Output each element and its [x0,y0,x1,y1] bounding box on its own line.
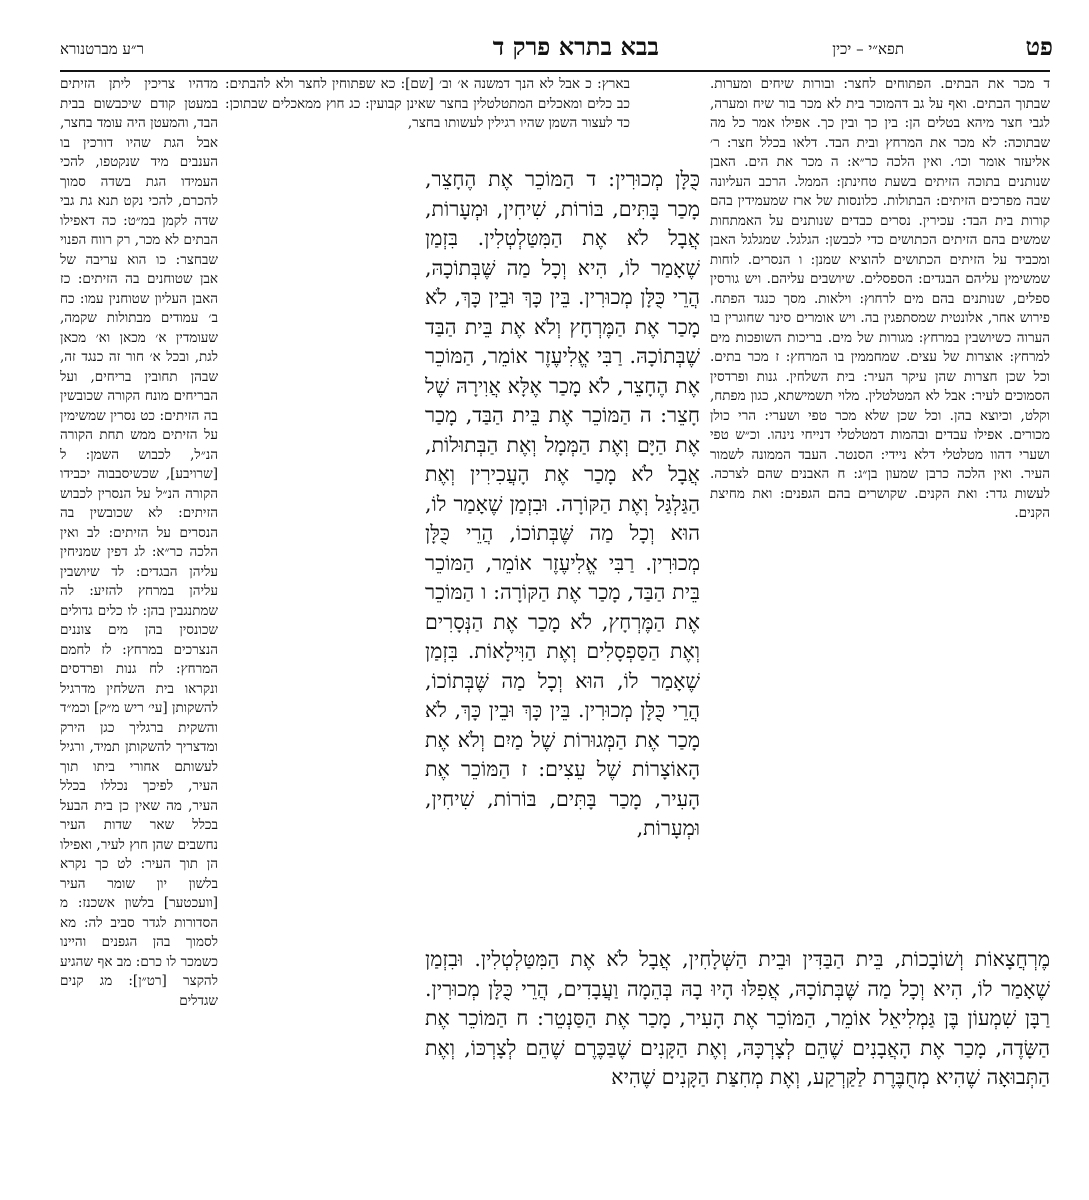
header-rule [60,70,1050,72]
header-commentator: ר״ע מברטנורא [60,40,144,58]
commentary-left-top-text: בארץ: כ אבל לא הנך דמשנה א׳ וב׳ [שם]: כא שפתוחין לחצר ולא להבתים: כב כלים ומאכלים המתטלטלין בחצר שאינן קבועין: כג חוץ ממאכלים שבתוכן: כד לעצור השמן שהיו רגילין לעשותו בחצר, [225,76,630,131]
mishnah-bottom-paragraph: מֶרְחֲצָאוֹת וְשׁוֹבָכוֹת, בֵּית הַבַּדִּין וּבֵית הַשְּׁלָחִין, אֲבָל לֹא אֶת הַמִּטַּלְטְלִין. וּבִזְמַן שֶׁאָמַר לוֹ, הִיא וְכָל מַה שֶּׁבְּתוֹכָהּ, אֲפִלּוּ הָיוּ בָהּ בְּהֵמָה וַעֲבָדִים, הֲרֵי כֻּלָּן מְכוּרִין. רַבָּן שִׁמְעוֹן בֶּן גַּמְלִיאֵל אוֹמֵר, הַמּוֹכֵר אֶת הָעִיר, מָכַר אֶת הַסַּנְטֵר: ח הַמּוֹכֵר אֶת הַשָּׂדֶה, מָכַר אֶת הָאֲבָנִים שֶׁהֵם לְצָרְכָּהּ, וְאֶת הַקָּנִים שֶׁבַּכֶּרֶם שֶׁהֵם לְצָרְכּוֹ, וְאֶת הַתְּבוּאָה שֶׁהִיא מְחֻבֶּרֶת לַקַּרְקַע, וְאֶת מְחִצַּת הַקָּנִים שֶׁהִיא [425,947,1050,1089]
commentary-left-column-text: מדהיו צריכין ליתן הזיתים במעטן קודם שיכבשום בבית הבד, והמעטן היה עומד בחצר, אבל הגת שהיו דורכין בו הענבים מיד שנקטפו, להכי העמידו הגת בשדה סמוך להכרם, להכי נקט תנא גת גבי שדה לקמן במ״ט: כה דאפילו הבתים לא מכר, רק רווח הפנוי שבחצר: כו הוא עריבה של אבן שטוחנים בה הזיתים: כז האבן העליון שטוחנין עמו: כח ב׳ עמודים מבתולות שקמה, שעומדין א׳ מכאן וא׳ מכאן לגת, ובכל א׳ חור זה כנגד זה, שבהן תחובין בריחים, ועל הבריחים מונח הקורה שכובשין בה הזיתים: כט נסרין שמשימין על הזיתים ממש תחת הקורה הנ״ל, לכבוש השמן: ל [שרויבע], שכשיסבבוה יכבידו הקורה הנ״ל על הנסרין לכבוש הזיתים: לא שכובשין בה הנסרים על הזיתים: לב ואין הלכה כר״א: לג דפין שמניחין עליהן הבגדים: לד שיושבין עליהן במרחץ להזיע: לה שמתנגבין בהן: לו כלים גדולים שכונסין בהן מים צוננים הנצרכים במרחץ: לז לחמם המרחץ: לח גנות ופרדסים ונקראו בית השלחין מדרגיל להשקותן [עי׳ ריש מ״ק] וכמ״ד והשקית ברגליך כגן הירק ומדצריך להשקותן תמיד, ורגיל לעשותם אחורי ביתו תוך העיר, לפיכך נכללו בכלל העיר, מה שאין כן בית הבעל בכלל שאר שדות העיר נחשבים שהן חוץ לעיר, ואפילו הן תוך העיר: לט כך נקרא בלשון יון שומר העיר [וועכטער] בלשון אשכנז: מ הסדורות לגדר סביב לה: מא לסמוך בהן הגפנים והיינו כשמכר לו כרם: מב אף שהגיע להקצר [רט״ן]: מג קנים שגדלים [60,76,218,1009]
header-range: תפא״י – יכין [832,40,904,58]
page-number: פט [1025,32,1053,61]
mishnah-main-paragraph: כֻּלָּן מְכוּרִין: ד הַמּוֹכֵר אֶת הֶחָצֵר, מָכַר בָּתִּים, בּוֹרוֹת, שִׁיחִין, וּמְעָרוֹת, אֲבָל לֹא אֶת הַמִּטַּלְטְלִין. בִּזְמַן שֶׁאָמַר לוֹ, הִיא וְכָל מַה שֶּׁבְּתוֹכָהּ, הֲרֵי כֻּלָּן מְכוּרִין. בֵּין כָּךְ וּבֵין כָּךְ, לֹא מָכַר אֶת הַמֶּרְחָץ וְלֹא אֶת בֵּית הַבַּד שֶׁבְּתוֹכָהּ. רַבִּי אֱלִיעֶזֶר אוֹמֵר, הַמּוֹכֵר אֶת הֶחָצֵר, לֹא מָכַר אֶלָּא אֲוִירָהּ שֶׁל חָצֵר: ה הַמּוֹכֵר אֶת בֵּית הַבַּד, מָכַר אֶת הַיָּם וְאֶת הַמְּמָל וְאֶת הַבְּתוּלוֹת, אֲבָל לֹא מָכַר אֶת הָעֲכִירִין וְאֶת הַגַּלְגַּל וְאֶת הַקּוֹרָה. וּבִזְמַן שֶׁאָמַר לוֹ, הוּא וְכָל מַה שֶּׁבְּתוֹכוֹ, הֲרֵי כֻּלָּן מְכוּרִין. רַבִּי אֱלִיעֶזֶר אוֹמֵר, הַמּוֹכֵר בֵּית הַבַּד, מָכַר אֶת הַקּוֹרָה: ו הַמּוֹכֵר אֶת הַמֶּרְחָץ, לֹא מָכַר אֶת הַנְּסָרִים וְאֶת הַסַּפְסָלִים וְאֶת הַוִּילָאוֹת. בִּזְמַן שֶׁאָמַר לוֹ, הוּא וְכָל מַה שֶּׁבְּתוֹכוֹ, הֲרֵי כֻּלָּן מְכוּרִין. בֵּין כָּךְ וּבֵין כָּךְ, לֹא מָכַר אֶת הַמְּגוּרוֹת שֶׁל מַיִם וְלֹא אֶת הָאוֹצָרוֹת שֶׁל עֵצִים: ז הַמּוֹכֵר אֶת הָעִיר, מָכַר בָּתִּים, בּוֹרוֹת, שִׁיחִין, וּמְעָרוֹת, [425,167,700,840]
commentary-left-column [60,75,218,1130]
commentary-right-column [710,75,1050,940]
mishnah-bottom-text [425,945,1050,1130]
page-title: בבא בתרא פרק ד [492,32,659,61]
commentary-right-text: ד מכר את הבתים. הפתוחים לחצר: ובורות שיחים ומערות. שבתוך הבתים. ואף על גב דהמוכר בית לא מכר בור שיח ומערה, לגבי חצר מיהא בטלים הן: בין כך ובין כך. אפילו אמר כל מה שבתוכה: לא מכר את המרחץ ובית הבד. דלאו בכלל חצר: ר׳ אליעזר אומר וכו׳. ואין הלכה כר״א: ה מכר את הים. האבן שנותנים בתוכה הזיתים בשעת טחינתן: הממל. הרכב העליונה שבה מפרכים הזיתים: הבתולות. כלונסות של ארז שמעמידין בהם קורות בית הבד: עכירין. נסרים כבדים שנותנים על האמתחות שמשים בהם הזיתים הכתושים כדי לכבשן: הגלגל. שמגלגל האבן ומכביד על הזיתים הכתושים להוציא שמנן: ו הנסרים. לוחות שמשימין עליהם הבגדים: הספסלים. שיושבים עליהם. ויש גורסין ספלים, שנותנים בהם מים לרחוץ: וילאות. מסך כנגד הפתח. פירוש אחר, אלונטית שמסתפגין בה. ויש אומרים סינר שחוגרין בו הערוה כשיושבין במרחץ: מגורות של מים. בריכות השופכות מים למרחץ: אוצרות של עצים. שמחממין בו המרחץ: ז מכר בתים. וכל שכן חצרות שהן עיקר העיר: בית השלחין. גנות ופרדסין הסמוכים לעיר: אבל לא המטלטלין. מלוי תשמישתא, כגון מפתח, וקלט, וכיוצא בהן. וכל שכן שלא מכר טפי ושערי: הרי כולן מכורים. אפילו עבדים ובהמות דמטלטלי דנייחי נינהו. וכ״ש טפי ושערי דהוו מטלטלי דלא ניידי: הסנטר. העבד הממונה לשמור העיר. ואין הלכה כרבן שמעון בן״ג: ח האבנים שהם לצרכה. לעשות גדר: ואת הקנים. שקושרים בהם הגפנים: ואת מחיצת הקנים. [710,76,1050,521]
mishnah-main-text [425,165,700,915]
commentary-left-top [225,75,630,165]
